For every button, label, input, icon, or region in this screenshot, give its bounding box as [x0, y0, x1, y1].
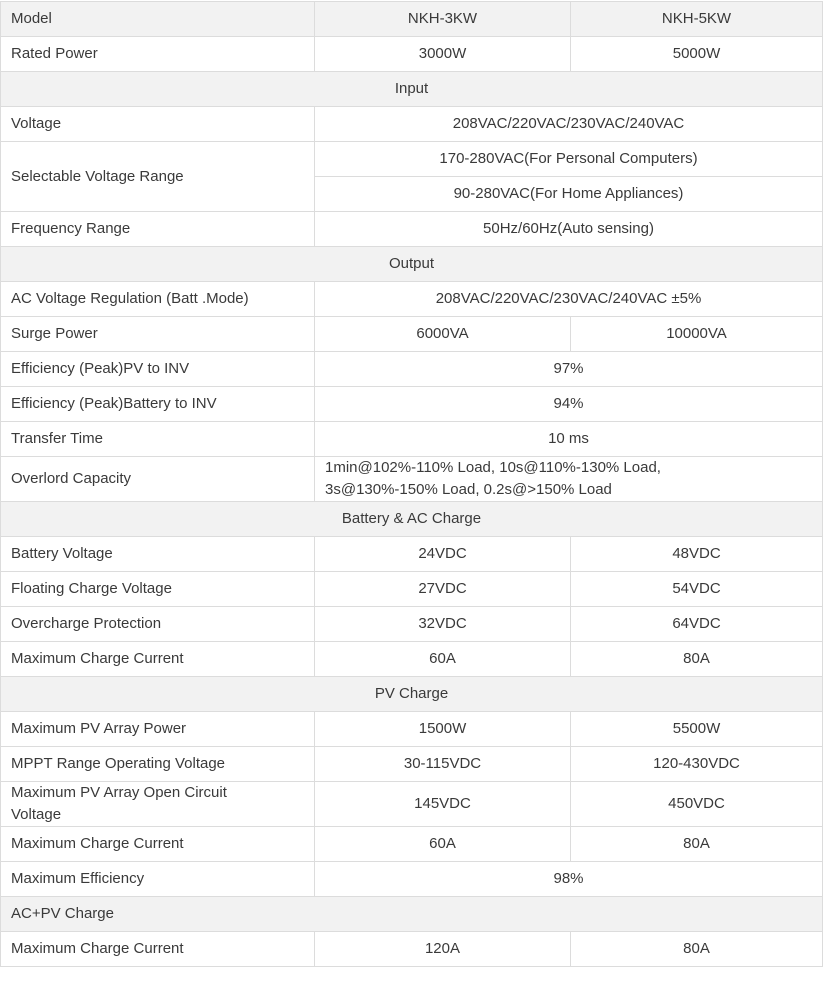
cell-value: 90-280VAC(For Home Appliances) — [315, 177, 823, 212]
cell-value: 24VDC — [315, 537, 571, 572]
cell-value: 98% — [315, 862, 823, 897]
cell-value: 6000VA — [315, 317, 571, 352]
row-label: Transfer Time — [1, 422, 315, 457]
table-row — [1, 607, 823, 642]
cell-value: NKH-5KW — [571, 2, 823, 37]
cell-value: 3000W — [315, 37, 571, 72]
table-row — [1, 107, 823, 142]
table-row — [1, 352, 823, 387]
section-header-row — [1, 247, 823, 282]
section-header-battery: Battery & AC Charge — [1, 502, 823, 537]
cell-value: 450VDC — [571, 782, 823, 827]
row-label: Efficiency (Peak)Battery to INV — [1, 387, 315, 422]
cell-value: 60A — [315, 827, 571, 862]
row-label-line-1: Maximum PV Array Open Circuit — [11, 784, 227, 801]
cell-value: 1500W — [315, 712, 571, 747]
row-label: Maximum Charge Current — [1, 932, 315, 967]
table-row — [1, 422, 823, 457]
cell-value: 80A — [571, 827, 823, 862]
cell-value: 27VDC — [315, 572, 571, 607]
row-label-line-2: Voltage — [11, 806, 62, 823]
row-label: Frequency Range — [1, 212, 315, 247]
overlord-line-2: 3s@130%-150% Load, 0.2s@>150% Load — [325, 481, 612, 498]
section-header-pv: PV Charge — [1, 677, 823, 712]
cell-value: 80A — [571, 932, 823, 967]
row-label: Efficiency (Peak)PV to INV — [1, 352, 315, 387]
row-label: Battery Voltage — [1, 537, 315, 572]
spec-table — [0, 1, 823, 967]
overlord-line-1: 1min@102%-110% Load, 10s@110%-130% Load, — [325, 459, 661, 476]
table-row — [1, 862, 823, 897]
row-label: Maximum Efficiency — [1, 862, 315, 897]
table-row — [1, 827, 823, 862]
section-header-input: Input — [1, 72, 823, 107]
table-row — [1, 282, 823, 317]
cell-value-multiline — [315, 457, 823, 502]
section-header-row — [1, 677, 823, 712]
section-header-row — [1, 502, 823, 537]
cell-value: 50Hz/60Hz(Auto sensing) — [315, 212, 823, 247]
cell-value: 30-115VDC — [315, 747, 571, 782]
row-label — [1, 782, 315, 827]
section-header-acpv: AC+PV Charge — [1, 897, 823, 932]
table-row — [1, 2, 823, 37]
section-header-output: Output — [1, 247, 823, 282]
cell-value: 32VDC — [315, 607, 571, 642]
row-label: Surge Power — [1, 317, 315, 352]
table-row — [1, 932, 823, 967]
table-row — [1, 212, 823, 247]
cell-value: 208VAC/220VAC/230VAC/240VAC ±5% — [315, 282, 823, 317]
cell-value: 60A — [315, 642, 571, 677]
cell-value: 170-280VAC(For Personal Computers) — [315, 142, 823, 177]
row-label: MPPT Range Operating Voltage — [1, 747, 315, 782]
cell-value: 120-430VDC — [571, 747, 823, 782]
row-label: Selectable Voltage Range — [1, 142, 315, 212]
table-row — [1, 537, 823, 572]
table-row — [1, 457, 823, 502]
row-label: Voltage — [1, 107, 315, 142]
table-row — [1, 747, 823, 782]
table-row — [1, 712, 823, 747]
table-row — [1, 572, 823, 607]
row-label: Overcharge Protection — [1, 607, 315, 642]
cell-value: 120A — [315, 932, 571, 967]
table-row — [1, 782, 823, 827]
cell-value: 64VDC — [571, 607, 823, 642]
row-label: Model — [1, 2, 315, 37]
row-label: Maximum Charge Current — [1, 642, 315, 677]
cell-value: 208VAC/220VAC/230VAC/240VAC — [315, 107, 823, 142]
row-label: Floating Charge Voltage — [1, 572, 315, 607]
table-row — [1, 37, 823, 72]
cell-value: 10 ms — [315, 422, 823, 457]
row-label: Maximum Charge Current — [1, 827, 315, 862]
section-header-row — [1, 72, 823, 107]
cell-value: 80A — [571, 642, 823, 677]
cell-value: 48VDC — [571, 537, 823, 572]
cell-value: 5000W — [571, 37, 823, 72]
row-label: Rated Power — [1, 37, 315, 72]
cell-value: 94% — [315, 387, 823, 422]
table-row — [1, 387, 823, 422]
cell-value: 54VDC — [571, 572, 823, 607]
row-label: Overlord Capacity — [1, 457, 315, 502]
row-label: AC Voltage Regulation (Batt .Mode) — [1, 282, 315, 317]
table-row — [1, 142, 823, 177]
section-header-row — [1, 897, 823, 932]
table-row — [1, 317, 823, 352]
cell-value: 10000VA — [571, 317, 823, 352]
table-row — [1, 642, 823, 677]
row-label: Maximum PV Array Power — [1, 712, 315, 747]
cell-value: 145VDC — [315, 782, 571, 827]
cell-value: 5500W — [571, 712, 823, 747]
cell-value: NKH-3KW — [315, 2, 571, 37]
cell-value: 97% — [315, 352, 823, 387]
